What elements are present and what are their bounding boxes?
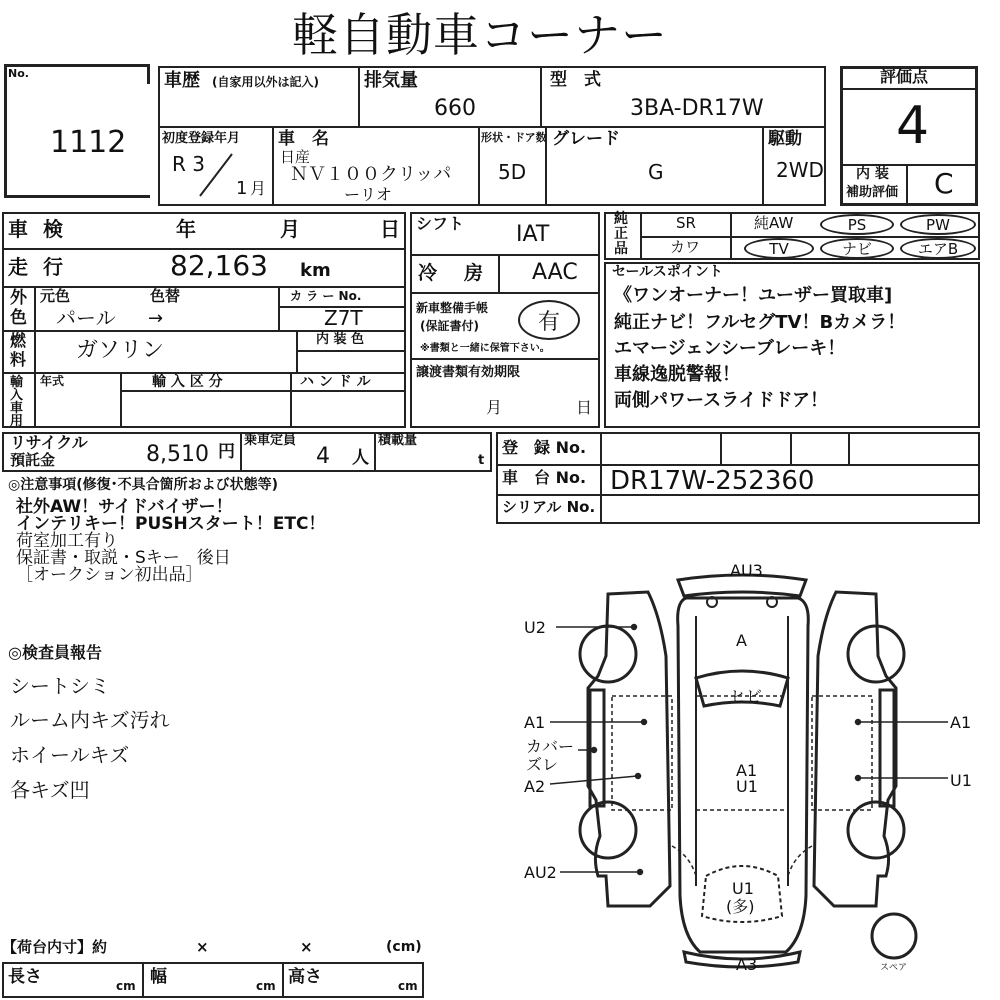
first-reg-era: R 3 xyxy=(172,152,205,176)
chassis-label: 車 台 No. xyxy=(502,468,587,487)
sales-line: エマージェンシーブレーキ！ xyxy=(614,338,846,359)
sales-line: 両側パワースライドドア！ xyxy=(614,390,829,411)
color-code-label: カ ラ ー No. xyxy=(290,289,362,303)
inspection-year: 年 xyxy=(176,217,196,241)
color-side-1: 外 xyxy=(10,288,27,308)
interior-score-value: C xyxy=(934,167,954,200)
color-change: → xyxy=(148,308,164,329)
shift-value: IAT xyxy=(516,222,550,247)
diagram-a-top: A xyxy=(736,631,747,650)
diagram-rear-2: (多) xyxy=(726,897,755,916)
lot-number: 1112 xyxy=(50,125,127,160)
inspector-label: ◎検査員報告 xyxy=(8,643,102,662)
cargo-grid xyxy=(2,962,424,998)
cargo-length: 長さ xyxy=(8,967,42,987)
model-label: 型 式 xyxy=(550,70,601,90)
sales-line: 純正ナビ！フルセグTV！Bカメラ！ xyxy=(614,312,906,333)
sales-line: 車線逸脱警報！ xyxy=(614,364,740,385)
inspector-line: ルーム内キズ汚れ xyxy=(10,708,170,732)
transfer-day: 日 xyxy=(576,398,593,417)
capacity-label: 乗車定員 xyxy=(244,433,297,448)
doors-value: 5D xyxy=(498,160,527,184)
load-label: 積載量 xyxy=(378,433,418,448)
grade-value: G xyxy=(648,160,664,184)
car-name-line2: ーリオ xyxy=(344,185,392,204)
inspection-day: 日 xyxy=(380,217,400,241)
equipment-side-3: 品 xyxy=(614,241,628,257)
import-handle-label: ハ ン ド ル xyxy=(300,374,371,390)
first-reg-label: 初度登録年月 xyxy=(162,131,241,146)
capacity-unit: 人 xyxy=(352,448,369,468)
car-name-line1: ＮＶ１００クリッパ xyxy=(290,164,452,185)
model-value: 3BA-DR17W xyxy=(630,96,764,121)
notes-label: ◎注意事項(修復･不具合箇所および状態等) xyxy=(8,477,279,493)
cargo-x1: × xyxy=(196,938,209,956)
diagram-cover-1: カバー xyxy=(526,737,575,756)
inspector-line: 各キズ凹 xyxy=(10,778,90,802)
car-name-label: 車 名 xyxy=(278,129,329,149)
diagram-a1-left: A1 xyxy=(524,713,546,732)
interior-label-2: 補助評価 xyxy=(846,185,899,200)
equipment-sr: SR xyxy=(676,214,696,232)
notes-line: インテリキー！PUSHスタート！ETC！ xyxy=(16,514,326,534)
notes-line: 荷室加工有り xyxy=(16,531,118,551)
mileage-unit: km xyxy=(300,260,331,281)
lot-label: No. xyxy=(8,67,29,80)
manual-label-2: (保証書付) xyxy=(420,319,479,333)
recycle-value: 8,510 xyxy=(146,442,209,467)
color-code: Z7T xyxy=(324,306,363,330)
inspection-label: 車 検 xyxy=(8,217,67,241)
cargo-cm: cm xyxy=(116,979,136,993)
color-side-2: 色 xyxy=(10,308,27,328)
first-reg-month: 1 xyxy=(236,178,248,199)
sales-line: 《ワンオーナー！ユーザー買取車] xyxy=(614,285,893,306)
drive-value: 2WD xyxy=(776,158,824,182)
first-reg-month-unit: 月 xyxy=(250,179,267,198)
diagram-au3: AU3 xyxy=(730,561,763,580)
page-title: 軽自動車コーナー xyxy=(292,8,668,62)
equipment-leather: カワ xyxy=(670,238,701,256)
equipment-navi: ナビ xyxy=(820,238,894,259)
inspector-line: ホイールキズ xyxy=(10,743,130,767)
equipment-side-1: 純 xyxy=(614,211,628,227)
sales-label: セールスポイント xyxy=(612,264,723,280)
diagram-spare: スペア xyxy=(880,963,908,973)
fuel-value: ガソリン xyxy=(76,338,165,363)
interior-label-1: 内 装 xyxy=(856,166,889,182)
mileage-label: 走 行 xyxy=(8,255,67,279)
ac-label: 冷 房 xyxy=(418,262,488,284)
color-original-label: 元色 xyxy=(40,287,71,305)
shift-label: シフト xyxy=(416,214,465,233)
inspection-month: 月 xyxy=(280,217,300,241)
displacement-value: 660 xyxy=(434,96,476,121)
manual-value: 有 xyxy=(518,300,580,340)
diagram-a3: A3 xyxy=(736,955,758,974)
manual-note: ※書類と一緒に保管下さい。 xyxy=(420,343,550,354)
equipment-pw: PW xyxy=(900,214,976,235)
cargo-width: 幅 xyxy=(150,967,167,987)
diagram-a1-right: A1 xyxy=(950,713,972,732)
recycle-label-2: 預託金 xyxy=(10,451,56,469)
date-slash xyxy=(196,150,236,200)
equipment-aw: 純AW xyxy=(754,214,794,232)
fuel-side-2: 料 xyxy=(10,350,27,369)
diagram-crack: ヒビ xyxy=(730,687,763,706)
import-year-label: 年式 xyxy=(40,374,65,388)
cargo-height: 高さ xyxy=(288,967,322,987)
interior-color-label: 内 装 色 xyxy=(316,332,365,347)
diagram-au2: AU2 xyxy=(524,863,557,882)
doors-label: 形状・ドア数 xyxy=(481,131,547,144)
diagram-center-2: U1 xyxy=(736,777,758,796)
cargo-cm: cm xyxy=(256,979,276,993)
notes-line: ［オークション初出品］ xyxy=(16,565,203,585)
equipment-ps: PS xyxy=(820,214,894,235)
color-original: パール xyxy=(56,306,116,330)
manual-label-1: 新車整備手帳 xyxy=(416,301,489,315)
serial-label: シリアル No. xyxy=(502,498,596,516)
mileage-value: 82,163 xyxy=(170,249,268,282)
diagram-cover-2: ズレ xyxy=(526,755,559,774)
transfer-month: 月 xyxy=(486,398,503,417)
capacity-value: 4 xyxy=(316,444,330,469)
cargo-label: 【荷台内寸】約 xyxy=(2,938,108,956)
cargo-unit: (cm) xyxy=(386,939,422,955)
score-label: 評価点 xyxy=(880,67,929,86)
load-unit: t xyxy=(478,453,485,468)
equipment-airbag: エアB xyxy=(900,238,976,259)
cargo-x2: × xyxy=(300,938,313,956)
history-label: 車歴 xyxy=(164,70,200,91)
recycle-unit: 円 xyxy=(218,442,235,462)
fuel-side-1: 燃 xyxy=(10,331,27,350)
equipment-side-2: 正 xyxy=(614,226,628,242)
diagram-center-1: A1 xyxy=(736,761,758,780)
transfer-label: 譲渡書類有効期限 xyxy=(416,365,521,380)
drive-label: 駆動 xyxy=(768,129,802,149)
chassis-value: DR17W-252360 xyxy=(610,466,815,496)
car-maker: 日産 xyxy=(280,148,311,166)
import-side: 輸入車用 xyxy=(10,375,24,429)
notes-line: 保証書・取説・Sキー 後日 xyxy=(16,548,231,568)
import-category-label: 輸 入 区 分 xyxy=(152,374,223,390)
displacement-label: 排気量 xyxy=(364,70,418,91)
registration-label: 登 録 No. xyxy=(502,438,587,457)
color-change-label: 色替 xyxy=(150,287,181,305)
cargo-cm: cm xyxy=(398,979,418,993)
history-note: (自家用以外は記入) xyxy=(212,75,319,89)
equipment-tv: TV xyxy=(744,238,814,259)
grade-label: グレード xyxy=(552,129,620,149)
diagram-rear-1: U1 xyxy=(732,879,754,898)
notes-line: 社外AW！サイドバイザー！ xyxy=(16,497,233,517)
diagram-u1-right: U1 xyxy=(950,771,972,790)
recycle-label-1: リサイクル xyxy=(10,433,88,452)
inspector-line: シートシミ xyxy=(10,674,110,698)
ac-value: AAC xyxy=(532,260,578,285)
score-value: 4 xyxy=(896,96,930,156)
car-condition-diagram xyxy=(500,556,980,976)
diagram-u2: U2 xyxy=(524,618,546,637)
diagram-a2-left: A2 xyxy=(524,777,546,796)
